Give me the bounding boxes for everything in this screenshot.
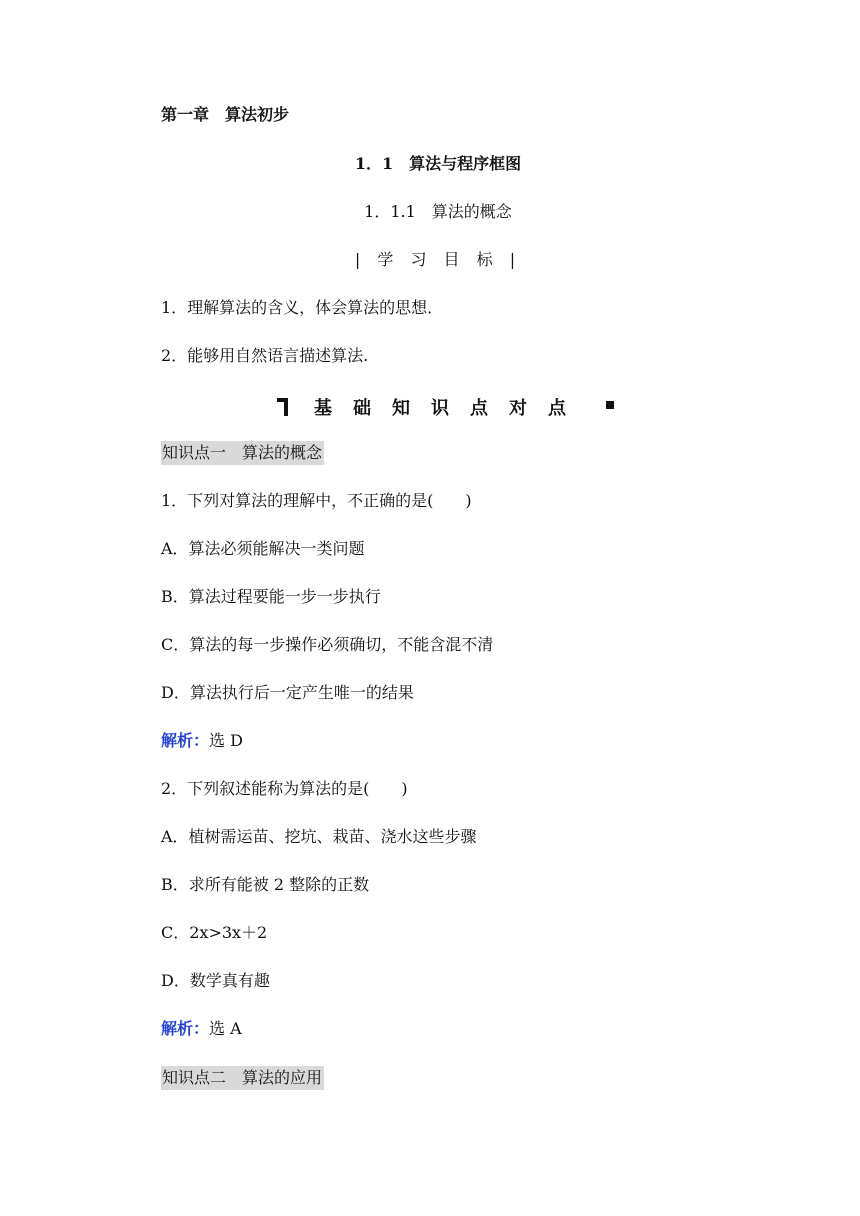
q2-option-d: D．数学真有趣 xyxy=(161,971,270,990)
goal-2: 2．能够用自然语言描述算法. xyxy=(161,346,369,365)
q2-option-c: C．2x>3x＋2 xyxy=(161,923,268,942)
q1-analysis xyxy=(161,731,243,751)
q1-analysis-label: 解析： xyxy=(161,731,210,750)
bracket-mark-icon xyxy=(276,396,290,418)
banner-title: 基础知识点对点 xyxy=(314,398,587,419)
q1-option-d: D．算法执行后一定产生唯一的结果 xyxy=(161,683,414,702)
square-bullet-icon xyxy=(606,401,614,409)
q2-analysis xyxy=(161,1019,242,1039)
q2-analysis-text: 选 A xyxy=(209,1019,242,1038)
q1-option-b: B．算法过程要能一步一步执行 xyxy=(161,587,381,606)
knowledge-point-1 xyxy=(161,443,324,463)
q1-analysis-text: 选 D xyxy=(209,731,243,750)
q2-option-a: A．植树需运苗、挖坑、栽苗、浇水这些步骤 xyxy=(161,827,477,846)
q2-option-b: B．求所有能被 2 整除的正数 xyxy=(161,875,370,894)
q1-option-a: A．算法必须能解决一类问题 xyxy=(161,539,365,558)
q2-stem: 2．下列叙述能称为算法的是( ) xyxy=(161,779,408,798)
knowledge-point-2 xyxy=(161,1068,324,1088)
q2-analysis-label: 解析： xyxy=(161,1019,210,1038)
q1-option-c: C．算法的每一步操作必须确切，不能含混不清 xyxy=(161,635,494,654)
section-banner xyxy=(0,392,860,420)
q1-stem: 1．下列对算法的理解中，不正确的是( ) xyxy=(161,491,472,510)
section-title: 1．1 算法与程序框图 xyxy=(354,154,522,173)
learning-goals-header: | 学 习 目 标 | xyxy=(354,250,522,269)
subsection-title: 1．1.1 算法的概念 xyxy=(364,202,512,221)
goal-1: 1．理解算法的含义，体会算法的思想． xyxy=(161,298,444,317)
knowledge-point-2-label: 知识点二 算法的应用 xyxy=(161,1066,324,1090)
chapter-title: 第一章 算法初步 xyxy=(161,105,290,124)
knowledge-point-1-label: 知识点一 算法的概念 xyxy=(161,441,324,465)
